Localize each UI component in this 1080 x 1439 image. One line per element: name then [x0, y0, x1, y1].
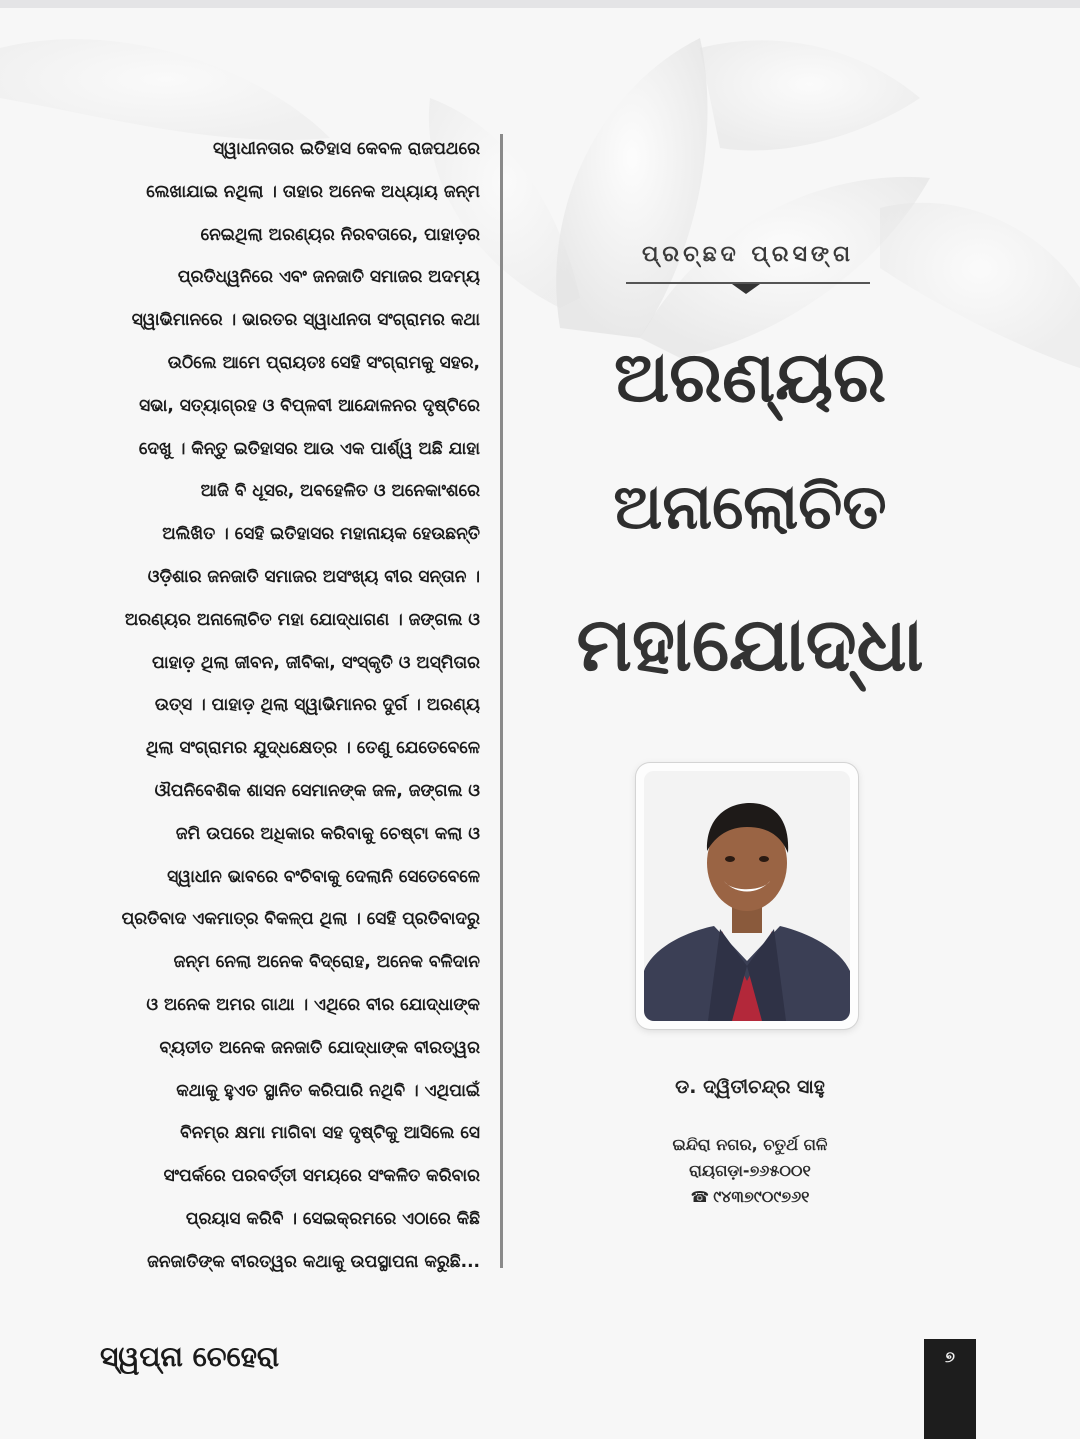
body-line: ସଭା, ସତ୍ୟାଗ୍ରହ ଓ ବିପ୍ଳବୀ ଆନ୍ଦୋଳନର ଦୃଷ୍ଟିରେ — [139, 395, 480, 416]
body-line: ଓ ଅନେକ ଅମର ଗାଥା । ଏଥିରେ ବୀର ଯୋଦ୍ଧାଙ୍କ — [146, 994, 480, 1015]
section-label: ପ୍ରଚ୍ଛଦ ପ୍ରସଙ୍ଗ — [641, 242, 855, 267]
body-line: ବିନମ୍ର କ୍ଷମା ମାଗିବା ସହ ଦୃଷ୍ଟିକୁ ଆସିଲେ ସେ — [180, 1123, 480, 1144]
body-line: ଅଲିଖିତ । ସେହି ଇତିହାସର ମହାନାୟକ ହେଉଛନ୍ତି — [162, 524, 480, 545]
author-photo-frame — [636, 763, 858, 1029]
body-line: ନେଇଥିଲା ଅରଣ୍ୟର ନିରବତାରେ, ପାହାଡ଼ର — [200, 224, 480, 245]
body-line: ଅରଣ୍ୟର ଅନାଲୋଚିତ ମହା ଯୋଦ୍ଧାଗଣ । ଜଙ୍ଗଲ ଓ — [124, 609, 480, 630]
page-number: ୭ — [945, 1347, 955, 1366]
body-line: ଜନ୍ମ ନେଲା ଅନେକ ବିଦ୍ରୋହ, ଅନେକ ବଳିଦାନ — [173, 952, 480, 973]
body-line: ସଂପର୍କରେ ପରବର୍ତ୍ତୀ ସମୟରେ ସଂକଳିତ କରିବାର — [163, 1166, 480, 1187]
headline-line-3: ମହାଯୋଦ୍ଧା — [576, 602, 924, 688]
phone-line — [620, 1184, 880, 1210]
article-body — [100, 128, 480, 1284]
top-strip — [0, 0, 1080, 8]
headline — [515, 330, 985, 728]
column-divider — [500, 134, 503, 1268]
body-line: ପାହାଡ଼ ଥିଲା ଜୀବନ, ଜୀବିକା, ସଂସ୍କୃତି ଓ ଅସ୍ମିତାର — [151, 652, 480, 673]
body-line: ପ୍ରୟାସ କରିବି । ସେଇକ୍ରମରେ ଏଠାରେ କିଛି — [185, 1208, 480, 1229]
author-address — [620, 1132, 880, 1210]
body-line: ଔପନିବେଶିକ ଶାସନ ସେମାନଙ୍କ ଜଳ, ଜଙ୍ଗଲ ଓ — [154, 780, 480, 801]
body-line: କଥାକୁ ହୁଏତ ସ୍ଥାନିତ କରିପାରି ନଥିବି । ଏଥିପାଇଁ — [176, 1080, 480, 1101]
body-line: ଜନଜାତିଙ୍କ ବୀରତ୍ୱର କଥାକୁ ଉପସ୍ଥାପନା କରୁଛି... — [147, 1251, 480, 1272]
body-line: ଜମି ଉପରେ ଅଧିକାର କରିବାକୁ ଚେଷ୍ଟା କଲା ଓ — [175, 823, 480, 844]
body-line: ଆଜି ବି ଧୂସର, ଅବହେଳିତ ଓ ଅନେକାଂଶରେ — [200, 481, 480, 502]
author-portrait-image — [644, 771, 850, 1021]
headline-line-1: ଅରଣ୍ୟର — [613, 336, 887, 418]
body-line: ଥିଲା ସଂଗ୍ରାମର ଯୁଦ୍ଧକ୍ଷେତ୍ର । ତେଣୁ ଯେତେବେଳେ — [145, 738, 480, 759]
address-line-1: ଇନ୍ଦିରା ନଗର, ଚତୁର୍ଥ ଗଳି — [672, 1135, 828, 1154]
section-pointer-icon — [732, 284, 760, 294]
address-line-2: ରାୟଗଡ଼ା-୭୬୫୦୦୧ — [689, 1161, 811, 1180]
body-line: ପ୍ରତିବାଦ ଏକମାତ୍ର ବିକଳ୍ପ ଥିଲା । ସେହି ପ୍ରତିବାଦରୁ — [121, 909, 480, 930]
body-line: ଉତ୍ସ । ପାହାଡ଼ ଥିଲା ସ୍ୱାଭିମାନର ଦୁର୍ଗ । ଅରଣ୍ୟ — [154, 695, 480, 716]
magazine-name: ସ୍ୱପ୍ନା ଚେହେରା — [100, 1340, 280, 1373]
headline-line-2: ଅନାଲୋଚିତ — [613, 470, 887, 543]
telephone-icon: ☎ — [690, 1188, 710, 1206]
body-line: ଉଠିଲେ ଆମେ ପ୍ରାୟତଃ ସେହି ସଂଗ୍ରାମକୁ ସହର, — [167, 352, 480, 373]
body-line: ସ୍ୱାଧୀନ ଭାବରେ ବଂଚିବାକୁ ଦେଲାନି ସେତେବେଳେ — [167, 866, 480, 887]
page-number-tab — [924, 1339, 976, 1439]
body-line: ସ୍ୱାଭିମାନରେ । ଭାରତର ସ୍ୱାଧୀନତା ସଂଗ୍ରାମର କଥା — [131, 310, 480, 331]
body-line: ସ୍ୱାଧୀନତାର ଇତିହାସ କେବଳ ରାଜପଥରେ — [212, 139, 480, 159]
author-photo — [644, 771, 850, 1021]
body-line: ବ୍ୟତୀତ ଅନେକ ଜନଜାତି ଯୋଦ୍ଧାଙ୍କ ବୀରତ୍ୱର — [159, 1037, 480, 1058]
phone-number: ୯୪୩୭୯୦୯୭୬୧ — [713, 1187, 810, 1206]
body-line: ଦେଖୁ । କିନ୍ତୁ ଇତିହାସର ଆଉ ଏକ ପାର୍ଶ୍ୱ ଅଛି ଯାହା — [138, 438, 480, 459]
body-line: ପ୍ରତିଧ୍ୱନିରେ ଏବଂ ଜନଜାତି ସମାଜର ଅଦମ୍ୟ — [177, 267, 480, 288]
author-name: ଡ. ଦ୍ୱିତୀଚନ୍ଦ୍ର ସାହୁ — [675, 1076, 825, 1098]
body-line: ଲେଖାଯାଇ ନଥିଲା । ତାହାର ଅନେକ ଅଧ୍ୟାୟ ଜନ୍ମ — [146, 181, 480, 202]
body-line: ଓଡ଼ିଶାର ଜନଜାତି ସମାଜର ଅସଂଖ୍ୟ ବୀର ସନ୍ତାନ । — [147, 566, 480, 587]
